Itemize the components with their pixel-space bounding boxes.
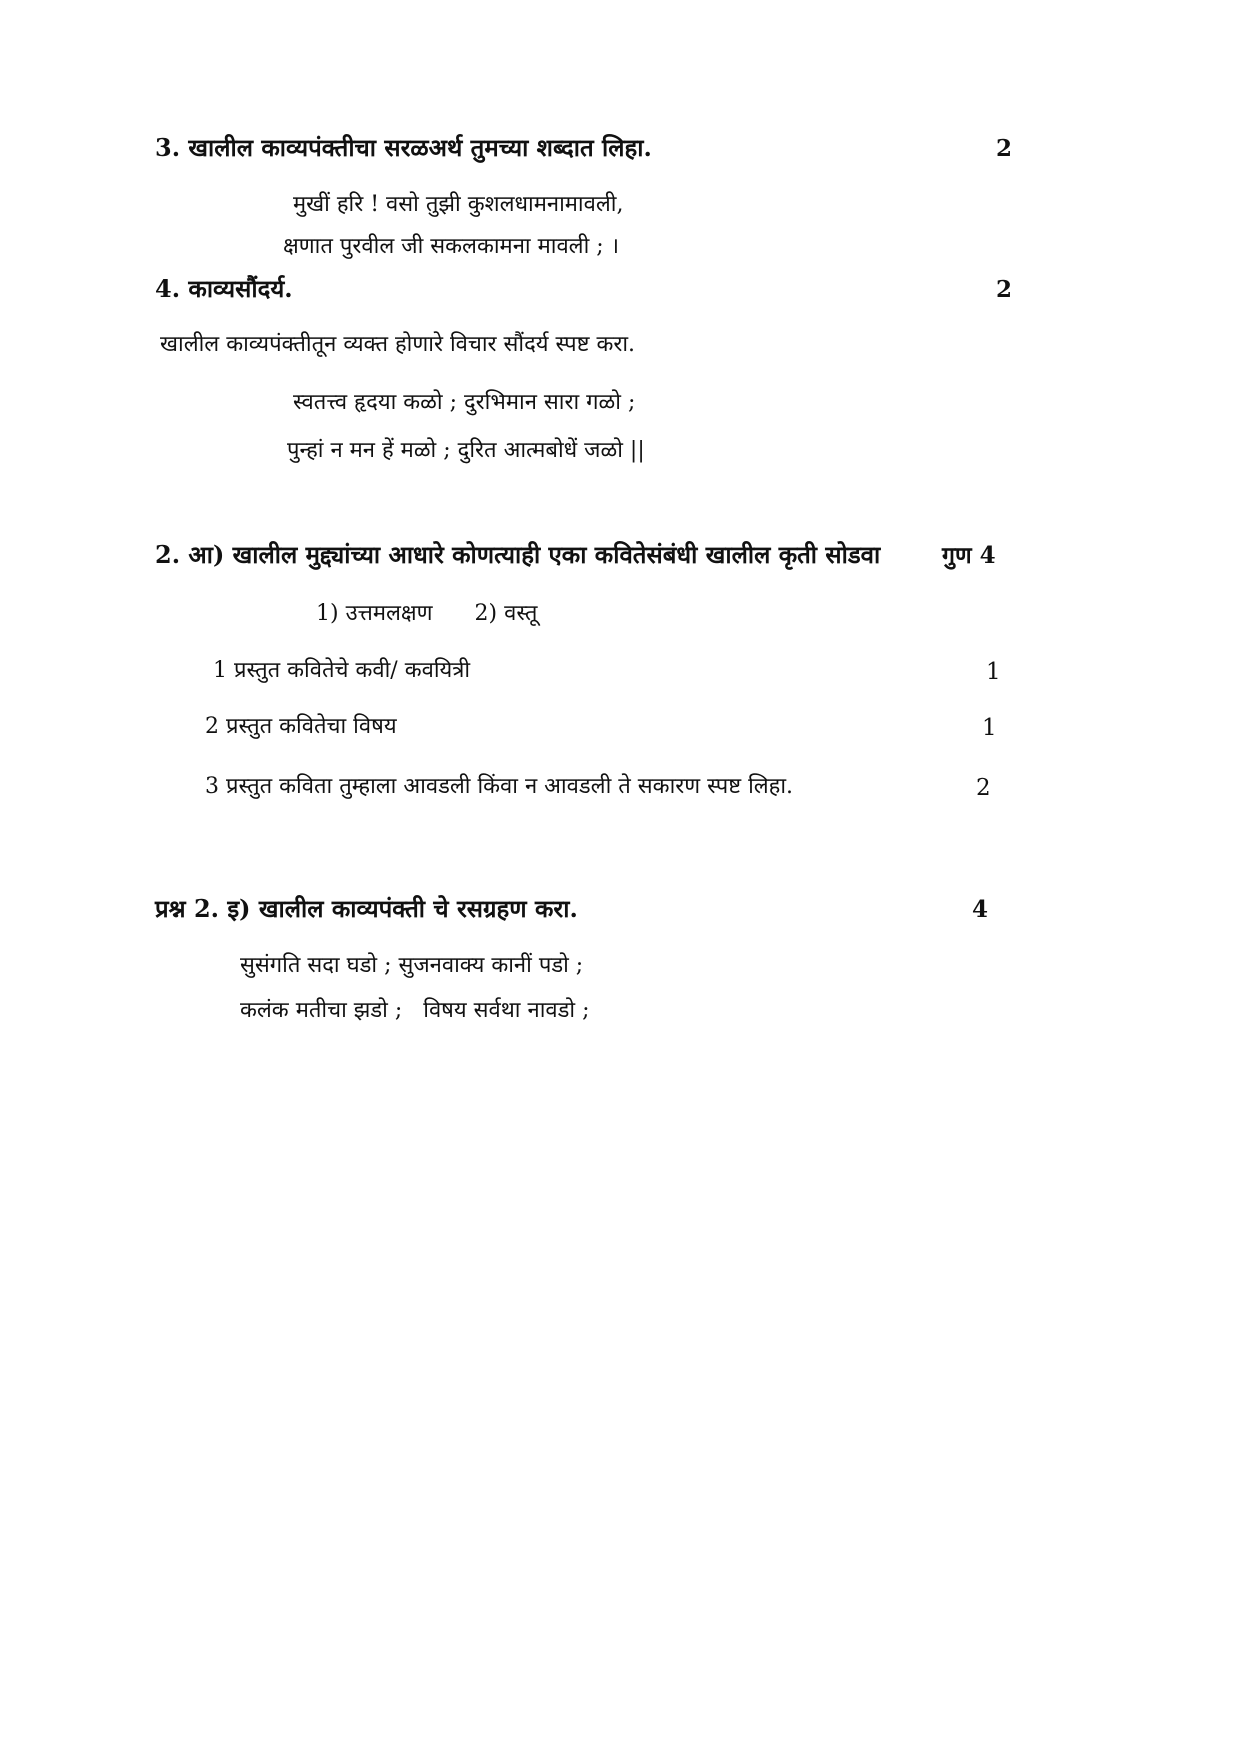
q2a-options: 1) उत्तमलक्षण 2) वस्तू [316, 601, 538, 626]
q3-verse-line-2: क्षणात पुरवील जी सकलकामना मावली ; । [283, 234, 620, 259]
q3-marks: 2 [996, 135, 1013, 162]
q4-instruction: खालील काव्यपंक्तीतून व्यक्त होणारे विचार सौंदर्य स्पष्ट करा. [160, 332, 636, 357]
q2a-marks: गुण 4 [942, 542, 996, 569]
q2a-item-1-marks: 1 [986, 659, 1001, 685]
q2i-verse-line-2: कलंक मतीचा झडो ; विषय सर्वथा नावडो ; [240, 998, 590, 1023]
q2a-heading: 2. आ) खालील मुद्द्यांच्या आधारे कोणत्याही एका कवितेसंबंधी खालील कृती सोडवा [155, 540, 881, 569]
q2i-marks: 4 [972, 896, 989, 923]
q2i-verse-line-1: सुसंगति सदा घडो ; सुजनवाक्य कानीं पडो ; [240, 953, 584, 978]
q4-verse-line-1: स्वतत्त्व हृदया कळो ; दुरभिमान सारा गळो ; [293, 390, 636, 415]
q2i-heading: प्रश्न 2. इ) खालील काव्यपंक्ती चे रसग्रहण करा. [155, 894, 578, 923]
q4-verse-line-2: पुन्हां न मन हें मळो ; दुरित आत्मबोधें जळो || [287, 438, 645, 463]
q2a-item-3-marks: 2 [976, 775, 991, 801]
q2a-item-2-marks: 1 [982, 715, 997, 741]
q3-verse-line-1: मुखीं हरि ! वसो तुझी कुशलधामनामावली, [293, 192, 624, 217]
q4-heading: 4. काव्यसौंदर्य. [155, 274, 293, 303]
q3-heading: 3. खालील काव्यपंक्तीचा सरळअर्थ तुमच्या शब्दात लिहा. [155, 133, 652, 162]
q2a-item-2: 2 प्रस्तुत कवितेचा विषय [205, 714, 397, 739]
q4-marks: 2 [996, 276, 1013, 303]
q2a-item-3: 3 प्रस्तुत कविता तुम्हाला आवडली किंवा न आवडली ते सकारण स्पष्ट लिहा. [205, 774, 794, 799]
q2a-item-1: 1 प्रस्तुत कवितेचे कवी/ कवयित्री [213, 658, 471, 683]
